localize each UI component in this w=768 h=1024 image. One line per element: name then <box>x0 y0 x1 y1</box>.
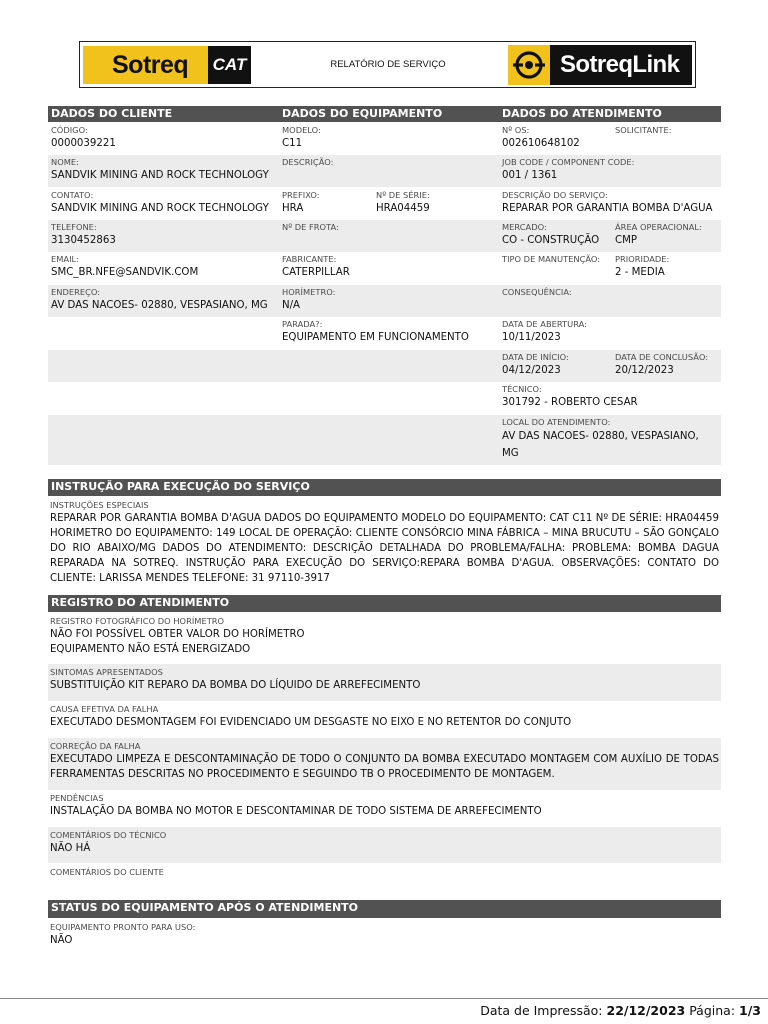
registro-correcao: CORREÇÃO DA FALHA EXECUTADO LIMPEZA E DESCONTAMINAÇÃO DE TODO O CONJUNTO DA BOMBA EXECUTADO MONTAGEM COM AUXÍLIO DE TODAS FERRAMENTAS DESCRITAS NO PROCEDIMENTO E SEGUINDO TB O PROCEDIMENTO DE MONTAGEM. <box>48 738 721 790</box>
field-numero-serie: Nº DE SÉRIE: HRA04459 <box>376 190 430 214</box>
report-title: RELATÓRIO DE SERVIÇO <box>330 58 446 70</box>
data-row <box>48 123 721 155</box>
field-horimetro: HORÍMETRO: N/A <box>282 287 336 311</box>
field-numero-os: Nº OS: 002610648102 <box>502 125 580 149</box>
field-modelo: MODELO: C11 <box>282 125 321 149</box>
data-row <box>48 252 721 285</box>
instrucoes-label: INSTRUÇÕES ESPECIAIS <box>50 500 149 510</box>
data-row <box>48 285 721 317</box>
field-parada: PARADA?: EQUIPAMENTO EM FUNCIONAMENTO <box>282 319 469 343</box>
section-title-cliente: DADOS DO CLIENTE <box>51 107 173 120</box>
field-descricao-servico: DESCRIÇÃO DO SERVIÇO: REPARAR POR GARANTIA BOMBA D'AGUA <box>502 190 713 214</box>
section-title-status: STATUS DO EQUIPAMENTO APÓS O ATENDIMENTO <box>51 901 359 914</box>
registro-causa: CAUSA EFETIVA DA FALHA EXECUTADO DESMONTAGEM FOI EVIDENCIADO UM DESGASTE NO EIXO E NO RETENTOR DO CONJUTO <box>50 704 572 728</box>
page-number: 1/3 <box>739 1003 761 1018</box>
field-data-conclusao: DATA DE CONCLUSÃO: 20/12/2023 <box>615 352 709 376</box>
field-job-code: JOB CODE / COMPONENT CODE: 001 / 1361 <box>502 157 635 181</box>
section-bar-status <box>48 900 721 918</box>
data-row <box>48 317 721 350</box>
section-bar-instrucao <box>48 479 721 496</box>
print-footer <box>480 1003 761 1018</box>
section-title-atendimento: DADOS DO ATENDIMENTO <box>502 107 662 120</box>
cat-logo-box <box>208 46 251 84</box>
field-numero-frota: Nº DE FROTA: <box>282 222 339 232</box>
print-date-value: 22/12/2023 <box>606 1003 686 1018</box>
field-descricao-equipamento: DESCRIÇÃO: <box>282 157 334 167</box>
instrucoes-text: REPARAR POR GARANTIA BOMBA D'AGUA DADOS DO EQUIPAMENTO MODELO DO EQUIPAMENTO: CAT C11 Nº DE SÉRIE: HRA04459 HORIMETRO DO EQUIPAMENTO: 149 LOCAL DE OPERAÇÃO: CLIENTE CONSÓRCIO MINA FÁBRICA – MINA BRUCUTU – SÃO GONÇALO DO RIO ABAIXO/MG DADOS DO ATENDIMENTO: DESCRIÇÃO DETALHADA DO PROBLEMA/FALHA: PROBLEMA: BOMBA DAGUA REPARADA NA SOTREQ. INSTRUÇÃO PARA EXECUÇÃO DO SERVIÇO:REPARA BOMBA D'AGUA. OBSERVAÇÕES: CONTATO DO CLIENTE: LARISSA MENDES TELEFONE: 31 97110-3917 <box>50 513 719 584</box>
sotreq-cat-logo <box>83 46 251 84</box>
sotreq-logo-text: Sotreq <box>112 50 189 79</box>
report-header <box>79 41 696 88</box>
field-tipo-manutencao: TIPO DE MANUTENÇÃO: <box>502 254 601 264</box>
section-title-registro: REGISTRO DO ATENDIMENTO <box>51 596 230 609</box>
field-codigo: CÓDIGO: 0000039221 <box>51 125 116 149</box>
field-local-atendimento: LOCAL DO ATENDIMENTO: AV DAS NACOES- 02880, VESPASIANO, MG <box>502 417 699 459</box>
field-area-operacional: ÁREA OPERACIONAL: CMP <box>615 222 702 246</box>
field-prioridade: PRIORIDADE: 2 - MEDIA <box>615 254 670 278</box>
horimetro-line-1: NÃO FOI POSSÍVEL OBTER VALOR DO HORÍMETRO <box>50 629 305 640</box>
sotreqlink-logo-text: SotreqLink <box>560 51 680 78</box>
data-row <box>48 220 721 252</box>
field-nome: NOME: SANDVIK MINING AND ROCK TECHNOLOGY <box>51 157 269 181</box>
field-solicitante: SOLICITANTE: <box>615 125 672 135</box>
section-title-equipamento: DADOS DO EQUIPAMENTO <box>282 107 443 120</box>
sotreqlink-emblem-icon <box>511 48 547 82</box>
sotreqlink-logo <box>508 45 692 85</box>
registro-pendencias: PENDÊNCIAS INSTALAÇÃO DA BOMBA NO MOTOR E DESCONTAMINAR DE TODO SISTEMA DE ARREFECIMENTO <box>50 793 542 817</box>
print-date-label: Data de Impressão: <box>480 1003 603 1018</box>
field-consequencia: CONSEQUÊNCIA: <box>502 287 572 297</box>
field-endereco: ENDEREÇO: AV DAS NACOES- 02880, VESPASIANO, MG <box>51 287 268 311</box>
field-email: EMAIL: SMC_BR.NFE@SANDVIK.COM <box>51 254 199 278</box>
field-mercado: MERCADO: CO - CONSTRUÇÃO <box>502 222 600 246</box>
data-row <box>48 155 721 187</box>
horimetro-line-2: EQUIPAMENTO NÃO ESTÁ ENERGIZADO <box>50 644 251 655</box>
data-row <box>48 187 721 220</box>
field-prefixo: PREFIXO: HRA <box>282 190 320 214</box>
instrucoes-especiais <box>48 497 721 591</box>
registro-horimetro: REGISTRO FOTOGRÁFICO DO HORÍMETRO NÃO FOI POSSÍVEL OBTER VALOR DO HORÍMETRO EQUIPAMENTO NÃO ESTÁ ENERGIZADO <box>48 613 721 664</box>
section-title-instrucao: INSTRUÇÃO PARA EXECUÇÃO DO SERVIÇO <box>51 480 310 493</box>
registro-sintomas: SINTOMAS APRESENTADOS SUBSTITUIÇÃO KIT REPARO DA BOMBA DO LÍQUIDO DE ARREFECIMENTO <box>48 664 721 701</box>
data-row <box>48 415 721 465</box>
field-fabricante: FABRICANTE: CATERPILLAR <box>282 254 350 278</box>
registro-comentarios-tecnico: COMENTÁRIOS DO TÉCNICO NÃO HÁ <box>48 827 721 863</box>
section-bar-registro <box>48 595 721 612</box>
field-tecnico: TÉCNICO: 301792 - ROBERTO CESAR <box>502 384 638 408</box>
status-pronto-para-uso: EQUIPAMENTO PRONTO PARA USO: NÃO <box>48 919 721 953</box>
data-row <box>48 382 721 415</box>
registro-comentarios-cliente: COMENTÁRIOS DO CLIENTE <box>50 867 164 877</box>
data-row <box>48 350 721 382</box>
status-value: NÃO <box>50 935 73 946</box>
field-data-abertura: DATA DE ABERTURA: 10/11/2023 <box>502 319 587 343</box>
footer-divider <box>0 998 768 999</box>
section-header-bar <box>48 106 721 122</box>
field-contato: CONTATO: SANDVIK MINING AND ROCK TECHNOLOGY <box>51 190 269 214</box>
cat-logo-text: CAT <box>212 55 247 74</box>
field-telefone: TELEFONE: 3130452863 <box>51 222 116 246</box>
field-data-inicio: DATA DE INÍCIO: 04/12/2023 <box>502 352 569 376</box>
page-label: Página: <box>689 1003 736 1018</box>
